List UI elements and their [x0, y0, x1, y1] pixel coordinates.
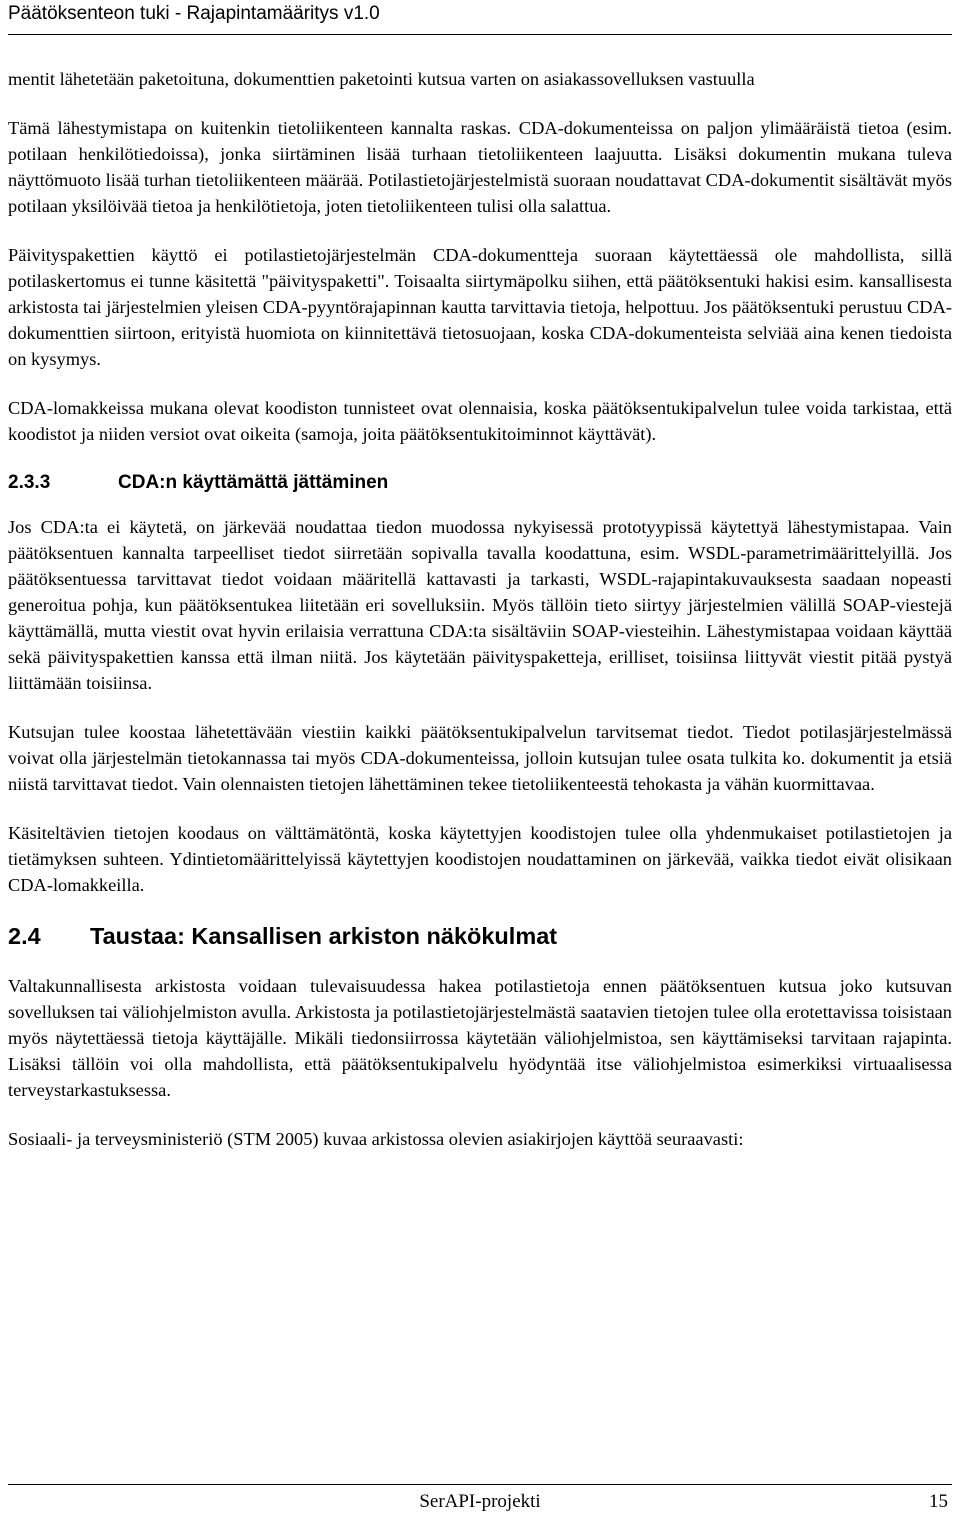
section-number: 2.3.3 — [8, 472, 51, 493]
paragraph: mentit lähetetään paketoituna, dokumenttien paketointi kutsua varten on asiakassovelluksen vastuulla — [8, 69, 755, 89]
paragraph: Sosiaali- ja terveysministeriö (STM 2005) kuvaa arkistossa olevien asiakirjojen käyttöä seuraavasti: — [8, 1129, 744, 1149]
paragraph: Päivityspakettien käyttö ei potilastietojärjestelmän CDA-dokumentteja suoraan käytettäessä ole mahdollista, sillä potilaskertomus ei tunne käsitettä "päivityspaketti". Toisaalta siirtymäpolku siihen, että päätöksentuki hakisi esim. kansallisesta arkistosta tai järjestelmien yleisen CDA-pyyntörajapinnan kautta tarvittavia tietoja, helpottuu. Jos päätöksentuki perustuu CDA-dokumenttien siirtoon, erityistä huomiota on kiinnitettävä tietosuojaan, koska CDA-dokumenteista selviää aina kenen tiedoista on kysymys. — [8, 245, 952, 369]
header-divider — [8, 34, 952, 35]
paragraph: Käsiteltävien tietojen koodaus on välttämätöntä, koska käytettyjen koodistojen tulee olla yhdenmukaiset potilastietojen ja tietämyksen suhteen. Ydintietomäärittelyissä käytettyjen koodistojen noudattaminen on järkevää, vaikka tiedot eivät olisikaan CDA-lomakkeilla. — [8, 823, 952, 895]
footer-project: SerAPI-projekti — [419, 1491, 541, 1512]
page-number: 15 — [929, 1491, 948, 1512]
document-body — [8, 66, 952, 1175]
paragraph: Tämä lähestymistapa on kuitenkin tietoliikenteen kannalta raskas. CDA-dokumenteissa on paljon ylimääräistä tietoa (esim. potilaan henkilötiedoissa), jonka siirtäminen lisää turhaan tietoliikenteen laajuutta. Lisäksi dokumentin mukana tuleva näyttömuoto lisää turhan tietoliikenteen määrää. Potilastietojärjestelmistä suoraan noudattavat CDA-dokumentit sisältävät myös potilaan yksilöivää tietoa ja henkilötietoja, joten tietoliikenteen tulisi olla salattua. — [8, 118, 952, 216]
paragraph: Jos CDA:ta ei käytetä, on järkevää noudattaa tiedon muodossa nykyisessä prototyypissä käytettyä lähestymistapaa. Vain päätöksentuen kannalta tarpeelliset tiedot siirretään sopivalla tavalla koodattuna, esim. WSDL-parametrimäärittelyillä. Jos päätöksentuessa tarvittavat tiedot voidaan määritellä kattavasti ja tarkasti, WSDL-rajapintakuvauksesta saadaan nopeasti generoitua pohja, kun päätöksentukea liitetään eri sovelluksiin. Myös tällöin tieto siirtyy järjestelmien välillä SOAP-viestejä käyttämällä, mutta viestit ovat hyvin erilaisia verrattuna CDA:ta sisältäviin SOAP-viesteihin. Lähestymistapaa voidaan käyttää sekä päivityspakettien kanssa että ilman niitä. Jos käytetään päivityspaketteja, erilliset, toisiinsa liittyvät viestit pitää pystyä liittämään toisiinsa. — [8, 517, 952, 693]
paragraph: CDA-lomakkeissa mukana olevat koodiston tunnisteet ovat olennaisia, koska päätöksentukipalvelun tulee voida tarkistaa, että koodistot ja niiden versiot ovat oikeita (samoja, joita päätöksentukitoiminnot käyttävät). — [8, 398, 952, 444]
section-heading-2-3-3 — [8, 470, 952, 496]
paragraph: Kutsujan tulee koostaa lähetettävään viestiin kaikki päätöksentukipalvelun tarvitsemat tiedot. Tiedot potilasjärjestelmässä voivat olla järjestelmän tietokannassa tai myös CDA-dokumenteissa, jolloin kutsujan tulee osata tulkita ko. dokumentit ja etsiä niistä tarvittavat tiedot. Vain olennaisten tietojen lähettäminen tekee tietoliikenteestä tehokasta ja vähän kuormittavaa. — [8, 722, 952, 794]
section-title: Taustaa: Kansallisen arkiston näkökulmat — [90, 923, 558, 949]
section-heading-2-4 — [8, 921, 952, 951]
section-number: 2.4 — [8, 923, 41, 949]
page-footer — [8, 1490, 952, 1516]
paragraph: Valtakunnallisesta arkistosta voidaan tulevaisuudessa hakea potilastietoja ennen päätöksentuen kutsua joko kutsuvan sovelluksen tai väliohjelmiston avulla. Arkistosta ja potilastietojärjestelmästä saatavien tietojen tulee olla erotettavissa toisistaan myös näytettäessä tietoja käyttäjälle. Mikäli tiedonsiirrossa käytetään väliohjelmistoa, sen käyttämiseksi tarvitaan rajapinta. Lisäksi tällöin voi olla mahdollista, että päätöksentukipalvelu hyödyntää itse väliohjelmistoa esimerkiksi virtuaalisessa terveystarkastuksessa. — [8, 976, 952, 1100]
page-header: Päätöksenteon tuki - Rajapintamääritys v1.0 — [8, 3, 380, 24]
section-title: CDA:n käyttämättä jättäminen — [118, 472, 389, 493]
footer-divider — [8, 1484, 952, 1485]
